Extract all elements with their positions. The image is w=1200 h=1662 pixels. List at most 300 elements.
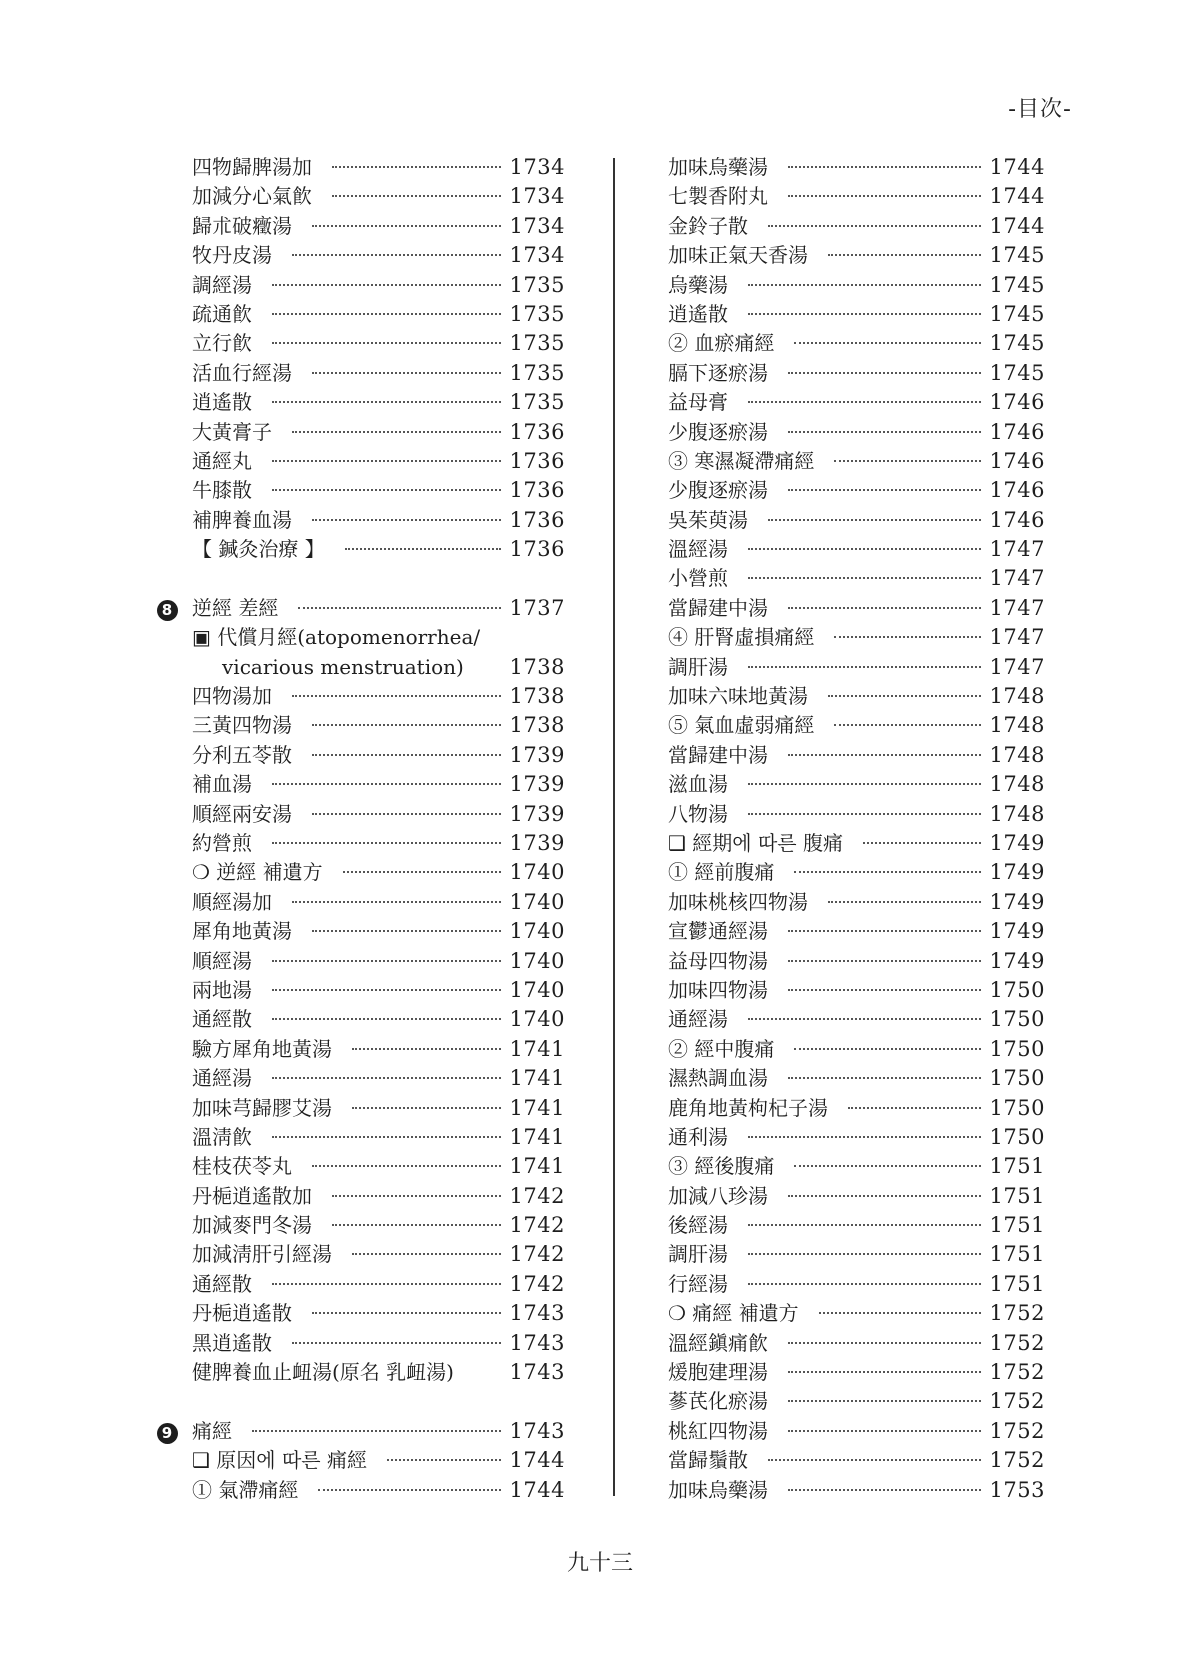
toc-entry-page: 1739 (509, 830, 565, 855)
toc-entry (668, 182, 1045, 211)
toc-entry-page: 1738 (509, 713, 565, 738)
dot-leader (352, 1048, 501, 1050)
toc-entry (150, 711, 565, 740)
dot-leader (748, 313, 981, 315)
toc-entry-title: 驗方犀角地黃湯 (192, 1036, 332, 1061)
toc-entry (668, 917, 1045, 946)
toc-entry (150, 1299, 565, 1328)
column-divider (613, 158, 615, 1496)
toc-entry-page: 1735 (509, 360, 565, 385)
dot-leader (834, 460, 980, 462)
dot-leader (748, 1253, 981, 1255)
toc-entry (668, 888, 1045, 917)
toc-entry-page: 1747 (989, 654, 1045, 679)
dot-leader (748, 1283, 981, 1285)
toc-entry-page: 1751 (989, 1271, 1045, 1296)
toc-entry-page: 1749 (989, 830, 1045, 855)
toc-entry (668, 682, 1045, 711)
toc-entry-title: 調經湯 (192, 272, 252, 297)
toc-entry-title: 順經湯 (192, 948, 252, 973)
toc-entry-page: 1740 (509, 919, 565, 944)
toc-entry (150, 1417, 565, 1446)
toc-entry (150, 535, 565, 564)
toc-entry (668, 388, 1045, 417)
running-header: -目次- (1008, 97, 1072, 122)
toc-entry-page: 1745 (989, 331, 1045, 356)
dot-leader (272, 989, 501, 991)
toc-entry-page: 1749 (989, 860, 1045, 885)
toc-entry (668, 1240, 1045, 1269)
toc-entry-page: 1739 (509, 772, 565, 797)
toc-entry-page: 1748 (989, 772, 1045, 797)
dot-leader (332, 1224, 501, 1226)
toc-entry-page: 1752 (989, 1360, 1045, 1385)
dot-leader (788, 1195, 981, 1197)
toc-entry-page: 1750 (989, 1036, 1045, 1061)
toc-entry (150, 1476, 565, 1505)
toc-entry (668, 535, 1045, 564)
toc-entry-page: 1746 (989, 448, 1045, 473)
toc-entry-page: 1744 (989, 213, 1045, 238)
toc-entry (668, 1211, 1045, 1240)
toc-entry-page: 1740 (509, 889, 565, 914)
toc-entry-title: 小營煎 (668, 566, 728, 591)
toc-entry-page: 1748 (989, 713, 1045, 738)
dot-leader (788, 960, 981, 962)
toc-entry (668, 829, 1045, 858)
toc-entry (668, 947, 1045, 976)
toc-entry (150, 623, 565, 652)
toc-entry-page: 1741 (509, 1154, 565, 1179)
toc-entry-page: 1748 (989, 801, 1045, 826)
dot-leader (312, 519, 501, 521)
toc-entry-title: 加減八珍湯 (668, 1183, 768, 1208)
toc-entry-page: 1742 (509, 1183, 565, 1208)
toc-entry-title: 當歸建中湯 (668, 595, 768, 620)
dot-leader (794, 1165, 980, 1167)
dot-leader (272, 1077, 501, 1079)
toc-entry-title: 溫淸飮 (192, 1124, 252, 1149)
dot-leader (788, 1400, 981, 1402)
toc-entry-title: 順經兩安湯 (192, 801, 292, 826)
toc-entry-title: ❑ 經期에 따른 腹痛 (668, 830, 843, 855)
dot-leader (292, 695, 501, 697)
toc-entry-title: 調肝湯 (668, 654, 728, 679)
dot-leader (788, 1077, 981, 1079)
toc-entry-page: 1741 (509, 1124, 565, 1149)
toc-entry-page: 1734 (509, 155, 565, 179)
dot-leader (292, 901, 501, 903)
toc-entry-title: 通利湯 (668, 1124, 728, 1149)
toc-entry-title: 滋血湯 (668, 772, 728, 797)
toc-entry (150, 917, 565, 946)
toc-entry-title: 逍遙散 (668, 301, 728, 326)
dot-leader (252, 1430, 501, 1432)
toc-entry-page: 1742 (509, 1213, 565, 1238)
toc-entry (668, 1182, 1045, 1211)
dot-leader (748, 401, 981, 403)
dot-leader (863, 842, 981, 844)
toc-entry-page: 1752 (989, 1418, 1045, 1443)
toc-entry (150, 359, 565, 388)
toc-entry-title: 行經湯 (668, 1271, 728, 1296)
toc-entry-title: 逍遙散 (192, 390, 252, 415)
dot-leader (794, 342, 980, 344)
dot-leader (312, 1312, 501, 1314)
toc-entry-page: 1747 (989, 537, 1045, 562)
dot-leader (748, 783, 981, 785)
dot-leader (788, 431, 981, 433)
dot-leader (352, 1253, 501, 1255)
dot-leader (834, 724, 980, 726)
toc-entry-page: 1736 (509, 419, 565, 444)
dot-leader (748, 284, 981, 286)
toc-entry-page: 1740 (509, 860, 565, 885)
toc-entry (150, 1035, 565, 1064)
toc-entry-title: ❍ 痛經 補遺方 (668, 1301, 799, 1326)
toc-entry (668, 1152, 1045, 1181)
toc-entry (668, 1094, 1045, 1123)
toc-entry-title: 少腹逐瘀湯 (668, 478, 768, 503)
toc-entry-title: ③ 經後腹痛 (668, 1154, 775, 1179)
toc-entry-title: 少腹逐瘀湯 (668, 419, 768, 444)
dot-leader (788, 1371, 981, 1373)
toc-spacer (150, 1387, 565, 1416)
dot-leader (272, 401, 501, 403)
toc-entry-title: 吳茱萸湯 (668, 507, 748, 532)
toc-entry-title: 四物歸脾湯加 (192, 155, 312, 179)
toc-entry-title: 通經湯 (668, 1007, 728, 1032)
dot-leader (788, 989, 981, 991)
toc-entry-title: 三黃四物湯 (192, 713, 292, 738)
toc-entry-page: 1739 (509, 742, 565, 767)
toc-entry-title: 當歸建中湯 (668, 742, 768, 767)
toc-entry (668, 1387, 1045, 1416)
toc-entry-page: 1736 (509, 478, 565, 503)
dot-leader (272, 1283, 501, 1285)
toc-entry-page: 1745 (989, 243, 1045, 268)
toc-entry-title: vicarious menstruation) (222, 654, 464, 679)
dot-leader (788, 754, 981, 756)
toc-entry-page: 1741 (509, 1066, 565, 1091)
toc-entry (150, 1329, 565, 1358)
toc-spacer (150, 564, 565, 593)
toc-entry (668, 1329, 1045, 1358)
toc-entry-page: 1746 (989, 390, 1045, 415)
toc-entry (150, 476, 565, 505)
toc-entry-page: 1741 (509, 1036, 565, 1061)
section-number: 9 (157, 1423, 178, 1444)
toc-entry (668, 418, 1045, 447)
toc-entry (668, 1476, 1045, 1505)
toc-entry-title: 加味正氣天香湯 (668, 243, 808, 268)
toc-entry-page: 1736 (509, 448, 565, 473)
toc-entry (150, 947, 565, 976)
toc-entry-title: 疏通飮 (192, 301, 252, 326)
toc-entry (668, 506, 1045, 535)
toc-entry-title: ⑤ 氣血虛弱痛經 (668, 713, 815, 738)
toc-entry (668, 623, 1045, 652)
toc-entry (668, 1417, 1045, 1446)
dot-leader (819, 1312, 981, 1314)
dot-leader (748, 548, 981, 550)
toc-entry-title: 鹿角地黃枸杞子湯 (668, 1095, 828, 1120)
toc-entry-title: 補血湯 (192, 772, 252, 797)
toc-entry-page: 1747 (989, 595, 1045, 620)
toc-entry-title: 加味芎歸膠艾湯 (192, 1095, 332, 1120)
toc-entry-page: 1752 (989, 1448, 1045, 1473)
dot-leader (272, 489, 501, 491)
toc-entry-page: 1751 (989, 1154, 1045, 1179)
toc-entry-title: 調肝湯 (668, 1242, 728, 1267)
toc-entry-page: 1742 (509, 1271, 565, 1296)
toc-entry-title: 痛經 (192, 1418, 232, 1443)
toc-entry-title: 當歸鬚散 (668, 1448, 748, 1473)
dot-leader (272, 342, 501, 344)
toc-entry-page: 1745 (989, 360, 1045, 385)
section-number-badge (150, 1423, 192, 1444)
toc-entry (668, 476, 1045, 505)
toc-entry-title: 益母膏 (668, 390, 728, 415)
toc-entry-title: 後經湯 (668, 1213, 728, 1238)
toc-entry-title: ▣ 代償月經(atopomenorrhea/ (192, 625, 481, 650)
toc-entry-title: 加味桃核四物湯 (668, 889, 808, 914)
toc-entry-title: 牛膝散 (192, 478, 252, 503)
toc-column-right (668, 153, 1045, 1505)
toc-entry-title: 溫經鎭痛飮 (668, 1330, 768, 1355)
toc-entry-title: 膈下逐瘀湯 (668, 360, 768, 385)
toc-entry-page: 1748 (989, 684, 1045, 709)
toc-entry-page: 1750 (989, 1095, 1045, 1120)
toc-entry (150, 1240, 565, 1269)
toc-entry (150, 388, 565, 417)
toc-entry-page: 1735 (509, 272, 565, 297)
toc-entry (150, 329, 565, 358)
toc-entry-title: 加味烏藥湯 (668, 155, 768, 179)
toc-entry (668, 329, 1045, 358)
toc-entry (668, 212, 1045, 241)
toc-entry-title: 烏藥湯 (668, 272, 728, 297)
dot-leader (312, 1165, 501, 1167)
dot-leader (794, 871, 980, 873)
section-number: 8 (157, 600, 178, 621)
toc-entry-page: 1740 (509, 977, 565, 1002)
toc-entry-title: 蔘芪化瘀湯 (668, 1389, 768, 1414)
dot-leader (352, 1107, 501, 1109)
toc-entry (150, 653, 565, 682)
toc-entry-page: 1735 (509, 331, 565, 356)
dot-leader (332, 1195, 501, 1197)
dot-leader (768, 1459, 981, 1461)
dot-leader (748, 577, 981, 579)
dot-leader (788, 372, 981, 374)
toc-entry-page: 1750 (989, 1124, 1045, 1149)
dot-leader (312, 930, 501, 932)
dot-leader (788, 195, 981, 197)
toc-entry-title: ❍ 逆經 補遺方 (192, 860, 323, 885)
toc-entry (668, 564, 1045, 593)
toc-entry (668, 447, 1045, 476)
dot-leader (272, 313, 501, 315)
toc-entry (668, 711, 1045, 740)
toc-entry (668, 594, 1045, 623)
toc-entry (668, 1123, 1045, 1152)
dot-leader (272, 460, 501, 462)
dot-leader (272, 1018, 501, 1020)
toc-entry-page: 1741 (509, 1095, 565, 1120)
toc-entry-title: ② 經中腹痛 (668, 1036, 775, 1061)
toc-entry-title: 【 鍼灸治療 】 (192, 537, 325, 562)
toc-entry-page: 1751 (989, 1242, 1045, 1267)
dot-leader (748, 666, 981, 668)
toc-entry-title: 煖胞建理湯 (668, 1360, 768, 1385)
toc-entry (668, 976, 1045, 1005)
toc-entry (150, 153, 565, 182)
toc-entry-title: 桃紅四物湯 (668, 1418, 768, 1443)
dot-leader (345, 548, 501, 550)
page-number: 九十三 (566, 1551, 633, 1576)
dot-leader (848, 1107, 981, 1109)
toc-entry (150, 1358, 565, 1387)
toc-entry-title: 通經丸 (192, 448, 252, 473)
toc-entry-title: ❑ 原因에 따른 痛經 (192, 1448, 367, 1473)
toc-entry-page: 1743 (509, 1330, 565, 1355)
dot-leader (788, 607, 981, 609)
toc-entry (150, 770, 565, 799)
toc-entry-title: 加味四物湯 (668, 977, 768, 1002)
dot-leader (298, 607, 500, 609)
toc-entry-page: 1745 (989, 301, 1045, 326)
toc-entry-title: 加減麥門冬湯 (192, 1213, 312, 1238)
toc-entry (668, 300, 1045, 329)
dot-leader (768, 225, 981, 227)
toc-entry-page: 1747 (989, 625, 1045, 650)
dot-leader (788, 1430, 981, 1432)
toc-entry-title: 牧丹皮湯 (192, 243, 272, 268)
toc-entry-title: 兩地湯 (192, 977, 252, 1002)
toc-entry-title: 金鈴子散 (668, 213, 748, 238)
toc-entry-title: 加減淸肝引經湯 (192, 1242, 332, 1267)
toc-entry-page: 1749 (989, 889, 1045, 914)
toc-entry-page: 1737 (509, 595, 565, 620)
dot-leader (292, 431, 501, 433)
dot-leader (318, 1489, 500, 1491)
toc-entry-title: 逆經 差經 (192, 595, 279, 620)
toc-entry (150, 1270, 565, 1299)
toc-entry (668, 1446, 1045, 1475)
dot-leader (748, 813, 981, 815)
toc-entry-page: 1752 (989, 1330, 1045, 1355)
dot-leader (332, 166, 501, 168)
dot-leader (788, 166, 981, 168)
toc-entry-page: 1752 (989, 1389, 1045, 1414)
toc-entry-title: 立行飮 (192, 331, 252, 356)
toc-entry-page: 1743 (509, 1418, 565, 1443)
toc-entry-title: 分利五苓散 (192, 742, 292, 767)
toc-column-left (150, 153, 565, 1505)
toc-entry-page: 1751 (989, 1213, 1045, 1238)
toc-entry-page: 1740 (509, 1007, 565, 1032)
toc-entry (668, 770, 1045, 799)
toc-entry-title: 加味烏藥湯 (668, 1477, 768, 1502)
toc-entry (150, 1152, 565, 1181)
toc-entry-page: 1735 (509, 390, 565, 415)
toc-entry (668, 1358, 1045, 1387)
toc-entry (150, 418, 565, 447)
toc-entry (150, 1123, 565, 1152)
toc-entry-page: 1749 (989, 919, 1045, 944)
toc-entry (668, 1064, 1045, 1093)
toc-entry-page: 1748 (989, 742, 1045, 767)
toc-entry-page: 1740 (509, 948, 565, 973)
dot-leader (272, 284, 501, 286)
toc-entry (150, 829, 565, 858)
toc-entry-title: 活血行經湯 (192, 360, 292, 385)
toc-entry-page: 1744 (509, 1448, 565, 1473)
toc-entry-title: 歸朮破癥湯 (192, 213, 292, 238)
toc-entry-title: 通經散 (192, 1271, 252, 1296)
toc-entry-page: 1744 (989, 155, 1045, 179)
toc-entry-title: 七製香附丸 (668, 184, 768, 209)
toc-entry (668, 741, 1045, 770)
toc-entry-title: 大黃膏子 (192, 419, 272, 444)
toc-entry (668, 653, 1045, 682)
toc-entry (150, 858, 565, 887)
toc-entry-page: 1745 (989, 272, 1045, 297)
dot-leader (828, 901, 981, 903)
toc-entry-title: ② 血瘀痛經 (668, 331, 775, 356)
toc-entry-page: 1738 (509, 654, 565, 679)
toc-entry-title: ① 經前腹痛 (668, 860, 775, 885)
toc-entry-title: 宣鬱通經湯 (668, 919, 768, 944)
toc-entry-title: 加減分心氣飮 (192, 184, 312, 209)
dot-leader (292, 1342, 501, 1344)
toc-entry-page: 1742 (509, 1242, 565, 1267)
toc-entry (150, 1094, 565, 1123)
toc-entry-page: 1747 (989, 566, 1045, 591)
toc-entry-page: 1744 (509, 1477, 565, 1502)
toc-entry-title: 順經湯加 (192, 889, 272, 914)
dot-leader (312, 724, 501, 726)
toc-entry (150, 447, 565, 476)
toc-entry (668, 153, 1045, 182)
dot-leader (748, 1224, 981, 1226)
dot-leader (312, 754, 501, 756)
dot-leader (748, 1018, 981, 1020)
toc-entry-page: 1743 (509, 1301, 565, 1326)
toc-entry-page: 1734 (509, 184, 565, 209)
toc-entry-page: 1744 (989, 184, 1045, 209)
toc-entry (150, 888, 565, 917)
dot-leader (387, 1459, 501, 1461)
toc-entry-page: 1750 (989, 977, 1045, 1002)
toc-entry (150, 594, 565, 623)
dot-leader (332, 195, 501, 197)
toc-entry-title: 益母四物湯 (668, 948, 768, 973)
toc-entry-page: 1750 (989, 1007, 1045, 1032)
toc-entry (668, 1005, 1045, 1034)
toc-entry-page: 1750 (989, 1066, 1045, 1091)
toc-entry (150, 800, 565, 829)
toc-entry-page: 1746 (989, 507, 1045, 532)
dot-leader (794, 1048, 980, 1050)
toc-entry (150, 1064, 565, 1093)
toc-entry-page: 1746 (989, 419, 1045, 444)
toc-entry-title: 丹梔逍遙散加 (192, 1183, 312, 1208)
toc-entry-title: 補脾養血湯 (192, 507, 292, 532)
dot-leader (312, 372, 501, 374)
toc-entry-page: 1734 (509, 243, 565, 268)
